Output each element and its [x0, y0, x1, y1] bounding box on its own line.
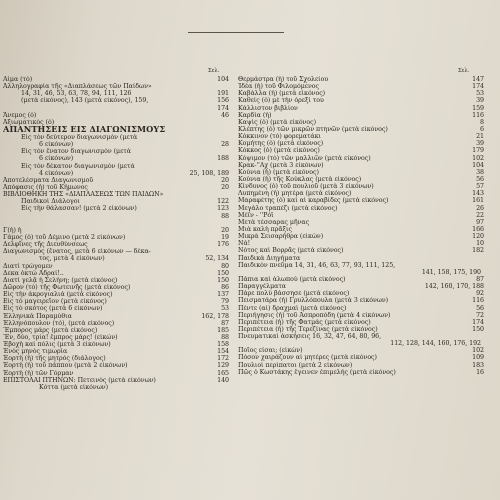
entry-title: Λυπημένη (ἡ) μητέρα (μετὰ εἰκόνος): [238, 190, 352, 198]
entry-page-number: 10: [476, 240, 484, 248]
index-entry: [3, 112, 229, 119]
entry-page-number: 143: [472, 190, 484, 198]
entry-title: Καθείς (ὁ) μὲ τὴν ὀρεξί του: [238, 97, 324, 105]
index-entry: [3, 97, 229, 104]
entry-title: Κόψιμον (τὸ) τῶν μαλλιῶν (μετὰ εἰκόνος): [238, 154, 371, 162]
entry-title: Κρακ-''Αχ (μετὰ 3 εἰκόνων): [238, 161, 324, 169]
entry-page-number: 88: [221, 333, 229, 341]
entry-title: Περιπέτεια (ἡ) τῆς Φατμάς (μετὰ εἰκόνος): [238, 318, 371, 326]
entry-page-number: 80: [221, 262, 229, 270]
entry-title: Μεγάλο τραπέζι (μετὰ εἰκόνος): [238, 204, 338, 212]
index-entry: [3, 105, 229, 112]
entry-title: Ἀποτελέσματα Διαγωνισμοῦ: [3, 176, 94, 184]
entry-page-number: 88: [221, 212, 229, 220]
index-entry: [238, 212, 484, 219]
entry-page-number: 38: [476, 168, 484, 176]
entry-title: Ἔμπορος μάρς (μετὰ εἰκόνος): [3, 326, 98, 334]
index-entry: [3, 362, 229, 369]
entry-page-number: 172: [217, 355, 229, 363]
entry-page-number: 174: [217, 104, 229, 112]
entry-title: Ἑλληνικὰ Παραμύθια: [3, 312, 72, 320]
entry-page-number: 140: [217, 376, 229, 384]
entry-title: Πεισματάρα (ἡ) Γρυλλόπουλα (μετὰ 3 εἰκόνων): [238, 297, 389, 305]
index-entry: [3, 126, 229, 134]
entry-title: Διατὶ τρώγομεν: [3, 262, 53, 270]
index-entry: [238, 255, 484, 262]
entry-title: Ἐνὸς μηνὸς τιμωρία: [3, 348, 68, 356]
entry-title: Γάμος (ὁ) τοῦ Δέμινο (μετὰ 2 εἰκόνων): [3, 233, 126, 241]
entry-title: Εἰς τὴν θάλασσαν! (μετὰ 2 εἰκόνων): [21, 205, 137, 213]
entry-page-number: 8: [480, 118, 484, 126]
index-entry: [3, 334, 229, 341]
entry-page-number: 116: [472, 111, 484, 119]
index-entry: [238, 140, 484, 147]
entry-title: 6 εἰκόνων): [39, 141, 74, 149]
index-entry: [3, 298, 229, 305]
entry-title: τος, μετὰ 4 εἰκόνων): [39, 255, 105, 263]
entry-title: Παιδικὸν πνεῦμα 14, 31, 46, 63, 77, 93, 111, 125,: [238, 261, 396, 269]
entry-page-number: 116: [472, 297, 484, 305]
entry-title: Πνευματικαὶ ἀσκήσεις 16, 32, 47, 64, 80, 96,: [238, 333, 382, 341]
entry-page-number: 20: [221, 226, 229, 234]
index-entry: [3, 163, 229, 170]
entry-title: (μετὰ εἰκόνος), 143 (μετὰ εἰκόνος), 159,: [21, 97, 149, 105]
entry-page-number: 120: [472, 233, 484, 241]
index-entry: [3, 263, 229, 270]
index-entry: [3, 177, 229, 184]
entry-title: Ἑλληνόπουλον (τό), (μετὰ εἰκόνος): [3, 319, 115, 327]
entry-page-number: 79: [221, 298, 229, 306]
entry-page-number: 185: [217, 326, 229, 334]
entry-title: Πάρε πολὺ βάσσησε (μετὰ εἰκόνος): [238, 290, 350, 298]
entry-page-number: 182: [472, 247, 484, 255]
entry-title: Παιδικὰ Διηγήματα: [238, 254, 301, 262]
entry-title: 6 εἰκόνων): [39, 155, 74, 163]
index-entry: [238, 269, 484, 276]
entry-page-number: 104: [472, 161, 484, 169]
entry-title: Νότος καὶ Βορρᾶς (μετὰ εἰκόνος): [238, 247, 344, 255]
entry-title: Πόσον χαιράζουν αἱ μητέρες (μετὰ εἰκόνος): [238, 354, 377, 362]
entry-page-number: 16: [476, 368, 484, 376]
index-entry: [238, 326, 484, 333]
index-entry: [3, 327, 229, 334]
index-entry: [238, 362, 484, 369]
entry-page-number: 56: [476, 304, 484, 312]
entry-title: Ἰδέα (ἡ) τοῦ Φιλομόμενος: [238, 83, 319, 91]
entry-page-number: 39: [476, 140, 484, 148]
entry-page-number: 150: [472, 325, 484, 333]
index-entry: [238, 262, 484, 269]
entry-page-number: 174: [472, 318, 484, 326]
entry-title: Μιὰ καλὴ πρᾶξις: [238, 225, 292, 233]
entry-title: Παραγγέλματα: [238, 283, 286, 291]
entry-page-number: 109: [472, 354, 484, 362]
index-entry: [3, 83, 229, 90]
entry-page-number: 174: [472, 83, 484, 91]
entry-title: Ἄνεμος (ὁ): [3, 111, 37, 119]
index-entry: [3, 141, 229, 148]
index-entry: [238, 90, 484, 97]
entry-page-number: 6: [480, 125, 484, 133]
entry-page-number: 97: [476, 218, 484, 226]
entry-title: Εἰς τὴν ἀκρογιαλιά (μετὰ εἰκόνος): [3, 291, 113, 299]
index-entry: [238, 76, 484, 83]
index-entry: [3, 248, 229, 255]
entry-title: Αἷμα (τὸ): [3, 76, 33, 83]
index-column-left: [3, 76, 229, 391]
entry-title: Μέϊν - ''Ρόϊ: [238, 211, 274, 219]
index-entry: [238, 340, 484, 347]
entry-title: Πέντε (αἱ) δραχμαὶ (μετὰ εἰκόνος): [238, 304, 347, 312]
entry-title: Καβάλλα (ἡ) (μετὰ εἰκόνος): [238, 90, 326, 98]
index-entry: [238, 183, 484, 190]
index-entry: [238, 283, 484, 290]
entry-page-number: 53: [476, 90, 484, 98]
entry-title: Μετὰ τέσσαρας μῆνας: [238, 218, 310, 226]
entry-title: Καψὶς (ὁ) (μετὰ εἰκόνος): [238, 118, 317, 126]
index-entry: [238, 190, 484, 197]
index-entry: [3, 270, 229, 277]
index-entry: [3, 170, 229, 177]
entry-page-number: 87: [476, 275, 484, 283]
index-entry: [238, 312, 484, 319]
index-entry: [238, 176, 484, 183]
entry-page-number: 123: [217, 205, 229, 213]
page-column-header-right: Σελ.: [458, 68, 470, 74]
entry-page-number: 26: [476, 204, 484, 212]
index-entry: [238, 83, 484, 90]
entry-title: Δεκα ὀκτὼ Ἀδραί!..: [3, 269, 64, 277]
index-entry: [3, 184, 229, 191]
entry-page-number: 102: [472, 154, 484, 162]
entry-title: Πῶς ὁ Κωστάκης ἔγεινεν ἐπιμελής (μετὰ εἰκόνος): [238, 368, 396, 376]
entry-page-number: 25, 108, 189: [189, 169, 229, 177]
entry-title: 4 εἰκόνων): [39, 169, 74, 177]
index-entry: [3, 220, 229, 227]
entry-page-number: 142, 160, 170, 188: [424, 283, 484, 291]
index-entry: [238, 119, 484, 126]
entry-title: Ποῖος εἶσαι; (εἰκὼν): [238, 347, 303, 355]
index-entry: [3, 134, 229, 141]
index-entry: [3, 348, 229, 355]
index-entry: [238, 305, 484, 312]
entry-title: Κίνδυνος (ὁ) τοῦ πουλιοῦ (μετὰ 3 εἰκόνων): [238, 183, 374, 191]
entry-page-number: 129: [217, 362, 229, 370]
entry-page-number: 166: [472, 225, 484, 233]
index-entry: [238, 105, 484, 112]
index-entry: [3, 90, 229, 97]
index-entry: [238, 112, 484, 119]
entry-title: Καρδία (ἡ): [238, 111, 272, 119]
entry-page-number: 161: [472, 197, 484, 205]
entry-page-number: 22: [476, 211, 484, 219]
entry-title: Εἰς τὸν ἔνατον διαγωνισμὸν (μετὰ: [21, 148, 131, 156]
entry-page-number: 21: [476, 133, 484, 141]
index-entry: [3, 198, 229, 205]
index-entry: [238, 147, 484, 154]
index-entry: [3, 341, 229, 348]
entry-title: Κάλλιστον βιβλίον: [238, 104, 298, 112]
entry-title: Δελφῖνες τῆς Διευθύνσεως: [3, 241, 88, 249]
entry-title: Ἐβοχὴ καὶ πόλις (μετὰ 3 εἰκόνων): [3, 341, 111, 349]
entry-page-number: 72: [476, 311, 484, 319]
entry-title: Μικρὰ Σεισαρήθρα (εἰκὼν): [238, 233, 324, 241]
entry-title: Εἰς τὸν δεύτερον διαγωνισμὸν (μετὰ: [21, 133, 138, 141]
index-entry: [3, 384, 229, 391]
entry-page-number: 39: [476, 97, 484, 105]
index-entry: [3, 305, 229, 312]
index-entry: [3, 291, 229, 298]
entry-title: Πάπια καὶ ἀλωπού (μετὰ εἰκόνος): [238, 275, 346, 283]
index-entry: [238, 169, 484, 176]
entry-title: Παιδικοὶ Διάλογοι: [21, 198, 80, 206]
entry-page-number: 122: [217, 198, 229, 206]
index-entry: [238, 133, 484, 140]
entry-page-number: 156: [217, 97, 229, 105]
index-column-right: [238, 76, 484, 376]
entry-page-number: 53: [221, 305, 229, 313]
entry-title: ΒΙΒΛΙΟΘΗΚΗ ΤΗΣ «ΔΙΑΠΛΑΣΕΩΣ ΤΩΝ ΠΑΙΔΩΝ»: [3, 191, 164, 199]
entry-title: Πουλιοὶ περίπατοι (μετὰ 2 εἰκόνων): [238, 361, 353, 369]
index-entry: [238, 219, 484, 226]
entry-page-number: 52, 134: [205, 255, 229, 263]
entry-title: Ἑορτὴ (ἡ) τῶν Γόρμαν: [3, 369, 74, 377]
entry-page-number: 137: [217, 291, 229, 299]
entry-title: ΑΠΑΝΤΗΣΕΙΣ ΕΙΣ ΔΙΑΓΩΝΙΣΜΟΥΣ: [3, 125, 166, 134]
index-entry: [3, 205, 229, 212]
entry-title: Εἰς τὸ σκότος (μετὰ 6 εἰκόνων): [3, 305, 103, 313]
entry-page-number: 154: [217, 348, 229, 356]
index-entry: [3, 320, 229, 327]
index-entry: [238, 240, 484, 247]
index-entry: [238, 155, 484, 162]
entry-page-number: 176: [217, 241, 229, 249]
entry-page-number: 165: [217, 369, 229, 377]
entry-page-number: 20: [221, 176, 229, 184]
entry-title: Περιήγησις (ἡ) τοῦ Ἀσπροπόδη (μετὰ 4 εἰκόνων): [238, 311, 391, 319]
entry-title: Δῶρον (τὸ) τῆς Φωτεινῆς (μετὰ εἰκόνος): [3, 283, 131, 291]
index-entry: [3, 148, 229, 155]
entry-page-number: 87: [221, 319, 229, 327]
entry-page-number: 104: [217, 76, 229, 83]
entry-page-number: 56: [476, 175, 484, 183]
index-entry: [238, 197, 484, 204]
index-entry: [3, 213, 229, 220]
entry-page-number: 92: [476, 290, 484, 298]
entry-title: Κόττα (μετὰ εἰκόνων): [39, 383, 108, 391]
entry-page-number: 28: [221, 141, 229, 149]
entry-title: Κόκκινον (τὸ) φορεματάκι: [238, 133, 321, 141]
index-entry: [238, 162, 484, 169]
top-rule: [188, 32, 284, 33]
entry-title: Ἑορτὴ (ἡ) τῆς μητρός (διάλογος): [3, 355, 106, 363]
entry-title: Διαγωνισμὸς (ἔνατος, μετὰ 6 εἰκόνων — δέκα-: [3, 248, 151, 256]
index-entry: [3, 355, 229, 362]
index-entry: [3, 370, 229, 377]
index-entry: [3, 227, 229, 234]
entry-title: Θερμάστρα (ἡ) τοῦ Σχολείου: [238, 76, 329, 83]
entry-page-number: 86: [221, 283, 229, 291]
page-column-header-left: Σελ.: [208, 68, 220, 74]
index-entry: [238, 247, 484, 254]
index-entry: [3, 155, 229, 162]
entry-page-number: 19: [221, 233, 229, 241]
index-entry: [238, 126, 484, 133]
entry-page-number: 162, 178: [201, 312, 229, 320]
entry-title: Διατὶ γελᾷ ἡ Σελήνη; (μετὰ εἰκόνος): [3, 276, 118, 284]
index-entry: [238, 226, 484, 233]
index-entry: [3, 234, 229, 241]
index-entry: [3, 277, 229, 284]
entry-title: Ἔν, δύο, τρία! ἔμπρος μάρς! (εἰκών): [3, 333, 118, 341]
entry-title: Κόκκος (ὁ) (μετὰ εἰκόνος): [238, 147, 320, 155]
entry-page-number: 147: [472, 76, 484, 83]
index-entry: [3, 119, 229, 126]
entry-title: Ἑορτὴ (ἡ) τοῦ πάππου (μετὰ 2 εἰκόνων): [3, 362, 128, 370]
index-entry: [238, 276, 484, 283]
entry-title: Περιπέτεια (ἡ) τῆς Τερεζίνας (μετὰ εἰκόνος): [238, 325, 378, 333]
index-entry: [238, 333, 484, 340]
index-entry: [3, 76, 229, 83]
index-entry: [3, 284, 229, 291]
entry-page-number: 150: [217, 276, 229, 284]
entry-title: ΕΠΙΣΤΟΛΑΙ ΠΤΗΝΩΝ: Πετεινὸς (μετὰ εἰκόνων): [3, 376, 156, 384]
index-entry: [238, 354, 484, 361]
entry-title: Κλέπτης (ὁ) τῶν μικρῶν πτηνῶν (μετὰ εἰκόνος): [238, 125, 388, 133]
entry-page-number: 102: [472, 347, 484, 355]
entry-title: 112, 128, 144, 160, 176, 192: [390, 340, 481, 348]
entry-title: 14, 31, 46, 53, 63, 78, 94, 111, 126: [21, 90, 132, 98]
index-entry: [238, 97, 484, 104]
entry-title: Μαραφέτης (ὁ) καὶ αἱ καραβίδες (μετὰ εἰκόνος): [238, 197, 389, 205]
entry-page-number: 159: [472, 104, 484, 112]
entry-page-number: 57: [476, 183, 484, 191]
entry-title: Ἀλληλογραφία τῆς «Διαπλάσεως τῶν Παίδων»: [3, 83, 152, 91]
index-entry: [238, 290, 484, 297]
entry-title: Κομήτης (ὁ) (μετὰ εἰκόνος): [238, 140, 324, 148]
entry-title: Νά!: [238, 240, 251, 248]
index-entry: [238, 233, 484, 240]
index-entry: [238, 369, 484, 376]
entry-page-number: 20: [221, 183, 229, 191]
entry-title: Ἀπόφασις (ἡ) τοῦ Κήμωνος: [3, 183, 88, 191]
index-entry: [3, 241, 229, 248]
entry-page-number: 46: [221, 111, 229, 119]
index-entry: [3, 377, 229, 384]
entry-page-number: 191: [217, 90, 229, 98]
entry-page-number: 179: [472, 147, 484, 155]
entry-title: 141, 158, 175, 190: [421, 268, 481, 276]
entry-title: Εἰς τὸν δέκατον διαγωνισμὸν (μετὰ: [21, 162, 135, 170]
index-entry: [238, 319, 484, 326]
entry-page-number: 183: [472, 361, 484, 369]
entry-page-number: 150: [217, 269, 229, 277]
entry-title: Ἀξιωματικὸς (ὁ): [3, 118, 55, 126]
index-entry: [238, 347, 484, 354]
entry-title: Κούνια (ἡ) (μετὰ εἰκόνος): [238, 168, 319, 176]
entry-title: Γ(ἡ) ἡ: [3, 226, 22, 234]
index-entry: [238, 297, 484, 304]
index-entry: [238, 205, 484, 212]
index-entry: [3, 191, 229, 198]
entry-title: Εἰς τὸ μαγειρεῖον (μετὰ εἰκόνος): [3, 298, 107, 306]
entry-title: Κούνια (ἡ) τῆς Κούκλας (μετὰ εἰκόνος): [238, 175, 362, 183]
entry-page-number: 158: [217, 341, 229, 349]
entry-page-number: 188: [217, 155, 229, 163]
index-entry: [3, 313, 229, 320]
index-entry: [3, 255, 229, 262]
